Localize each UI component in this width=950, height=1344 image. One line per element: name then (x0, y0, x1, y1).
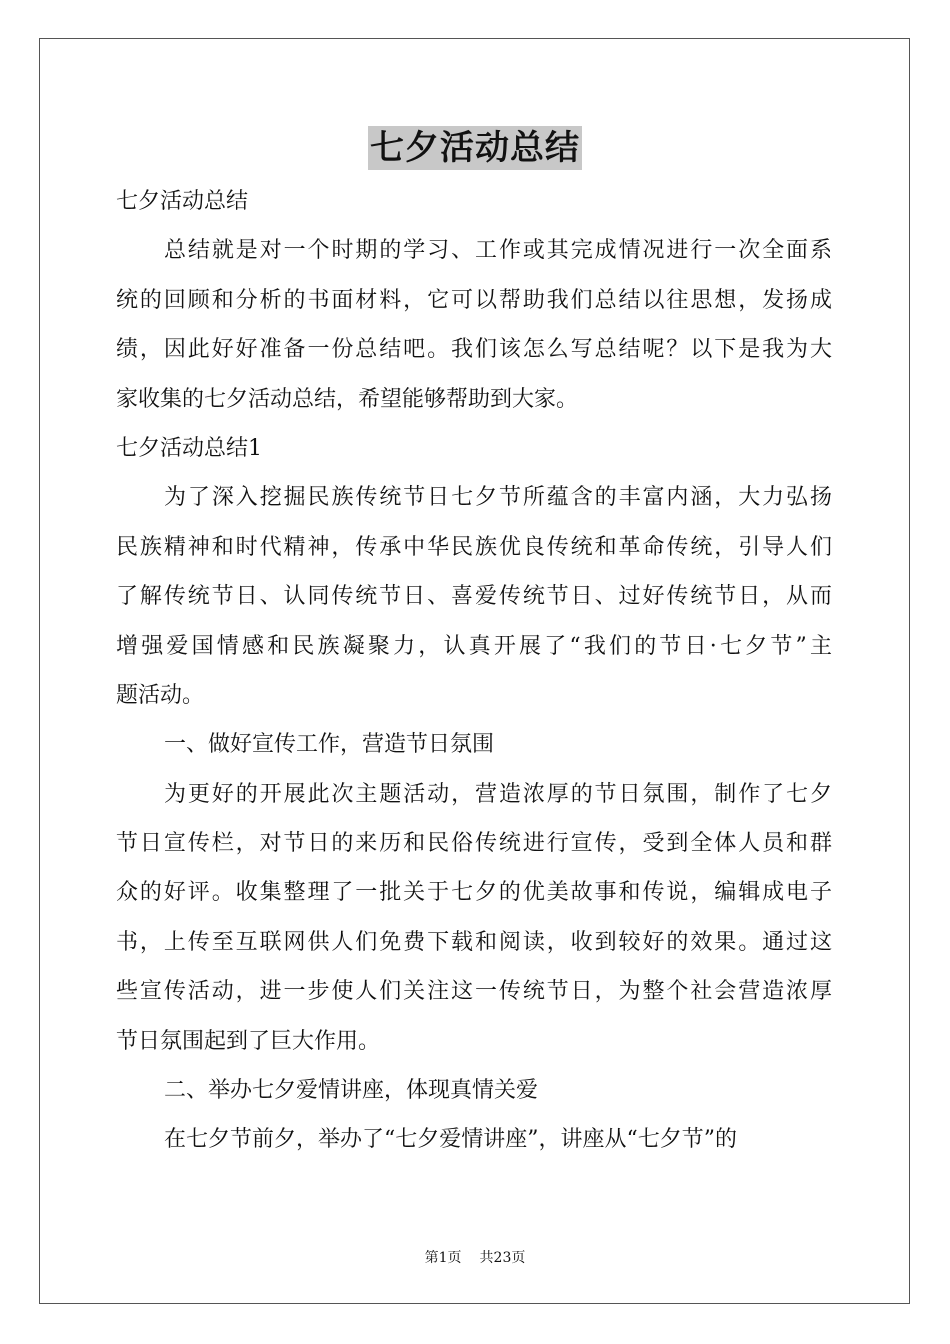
text-line: 二、举办七夕爱情讲座，体现真情关爱 (164, 1078, 539, 1104)
text-line: 一、做好宣传工作，营造节日氛围 (164, 732, 495, 758)
document-title: 七夕活动总结 (370, 128, 580, 168)
text-line: 民族精神和时代精神，传承中华民族优良传统和革命传统，引导人们 (116, 534, 832, 560)
page-footer (0, 1248, 950, 1268)
text-line: 为了深入挖掘民族传统节日七夕节所蕴含的丰富内涵，大力弘扬 (164, 485, 832, 511)
body-paragraph (116, 226, 836, 424)
title-container (0, 126, 950, 170)
body-paragraph (116, 473, 836, 720)
text-line: 七夕活动总结 (116, 189, 249, 214)
page-number: 第1页 (424, 1250, 462, 1266)
sub-heading (116, 720, 836, 769)
document-body (116, 177, 836, 1165)
text-line: 节日宣传栏，对节日的来历和民俗传统进行宣传，受到全体人员和群 (116, 831, 832, 857)
text-line: 在七夕节前夕，举办了“七夕爱情讲座”，讲座从“七夕节”的 (164, 1127, 737, 1153)
text-line: 为更好的开展此次主题活动，营造浓厚的节日氛围，制作了七夕 (164, 781, 832, 807)
text-line: 总结就是对一个时期的学习、工作或其完成情况进行一次全面系 (164, 238, 832, 264)
section-heading (116, 177, 836, 226)
body-paragraph (116, 770, 836, 1066)
text-line: 七夕活动总结1 (116, 435, 262, 461)
text-line: 增强爱国情感和民族凝聚力，认真开展了“我们的节日·七夕节”主 (116, 633, 832, 659)
text-line: 众的好评。收集整理了一批关于七夕的优美故事和传说，编辑成电子 (116, 880, 832, 906)
text-line: 了解传统节日、认同传统节日、喜爱传统节日、过好传统节日，从而 (116, 584, 832, 610)
text-line: 家收集的七夕活动总结，希望能够帮助到大家。 (116, 386, 579, 412)
text-line: 统的回顾和分析的书面材料，它可以帮助我们总结以往思想，发扬成 (116, 287, 832, 313)
text-line: 绩，因此好好准备一份总结吧。我们该怎么写总结呢？以下是我为大 (116, 337, 832, 363)
sub-heading (116, 1066, 836, 1115)
body-paragraph (116, 1115, 836, 1164)
text-line: 节日氛围起到了巨大作用。 (116, 1028, 381, 1054)
page-total: 共23页 (479, 1250, 526, 1266)
text-line: 书，上传至互联网供人们免费下载和阅读，收到较好的效果。通过这 (116, 929, 832, 955)
text-line: 题活动。 (116, 682, 205, 708)
text-line: 些宣传活动，进一步使人们关注这一传统节日，为整个社会营造浓厚 (116, 979, 832, 1005)
section-heading (116, 424, 836, 473)
